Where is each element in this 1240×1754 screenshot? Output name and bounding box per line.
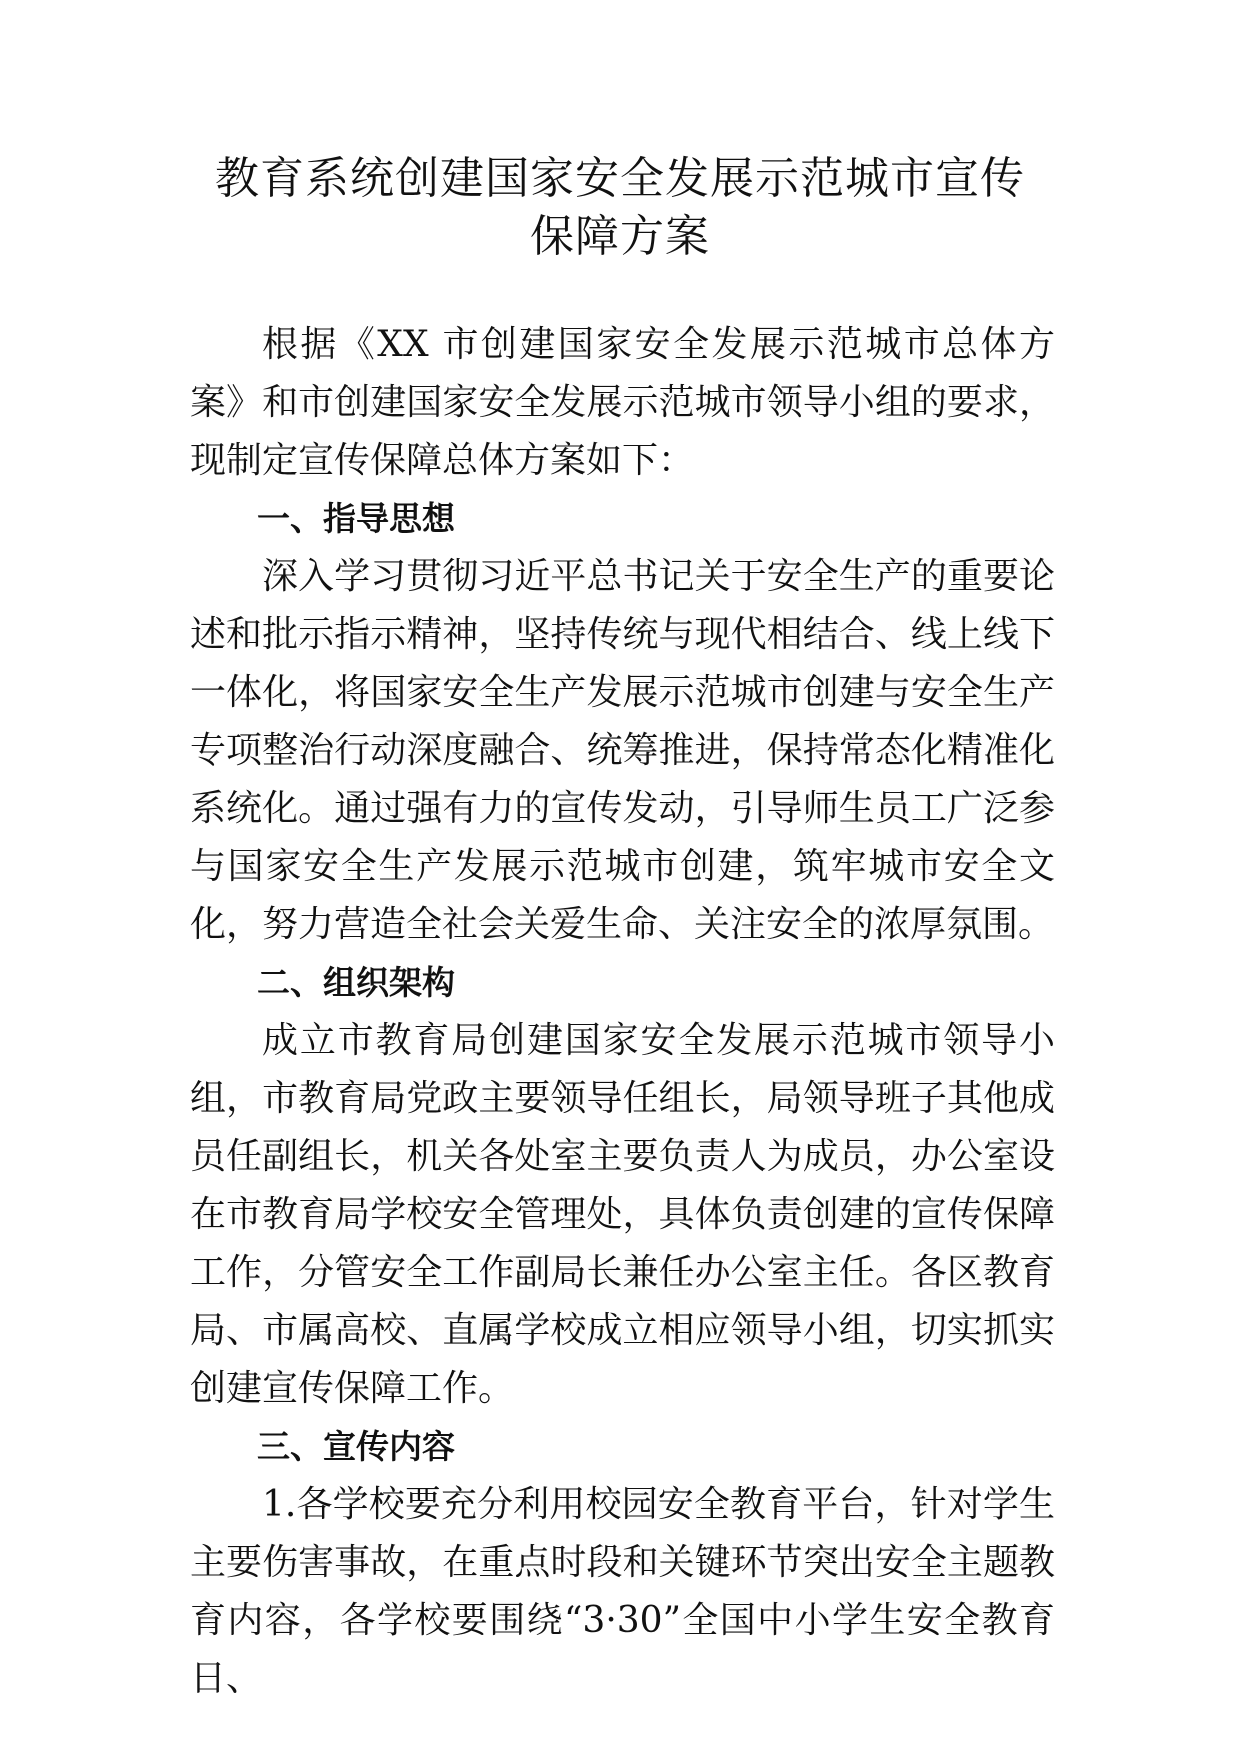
title-line-2: 保障方案 — [530, 211, 710, 262]
section-heading-guiding-ideology: 一、指导思想 — [257, 499, 455, 538]
title-line-1: 教育系统创建国家安全发展示范城市宣传 — [215, 153, 1025, 204]
section-heading-organization: 二、组织架构 — [257, 963, 455, 1002]
section-paragraph: 深入学习贯彻习近平总书记关于安全生产的重要论述和批示指示精神，坚持传统与现代相结合、线上线下一体化，将国家安全生产发展示范城市创建与安全生产专项整治行动深度融合、统筹推进，保持常态化精准化系统化。通过强有力的宣传发动，引导师生员工广泛参与国家安全生产发展示范城市创建，筑牢城市安全文化，努力营造全社会关爱生命、关注安全的浓厚氛围。 — [190, 556, 1055, 945]
document-title — [150, 150, 1090, 266]
intro-paragraph: 根据《XX 市创建国家安全发展示范城市总体方案》和市创建国家安全发展示范城市领导小组的要求，现制定宣传保障总体方案如下： — [190, 324, 1055, 481]
section-heading-publicity-content: 三、宣传内容 — [257, 1427, 455, 1466]
section-paragraph: 成立市教育局创建国家安全发展示范城市领导小组，市教育局党政主要领导任组长，局领导班子其他成员任副组长，机关各处室主要负责人为成员，办公室设在市教育局学校安全管理处，具体负责创建的宣传保障工作，分管安全工作副局长兼任办公室主任。各区教育局、市属高校、直属学校成立相应领导小组，切实抓实创建宣传保障工作。 — [190, 1020, 1055, 1409]
section-paragraph: 1.各学校要充分利用校园安全教育平台，针对学生主要伤害事故，在重点时段和关键环节突出安全主题教育内容，各学校要围绕“3·30”全国中小学生安全教育日、 — [190, 1484, 1055, 1699]
document-body — [190, 316, 1055, 1708]
